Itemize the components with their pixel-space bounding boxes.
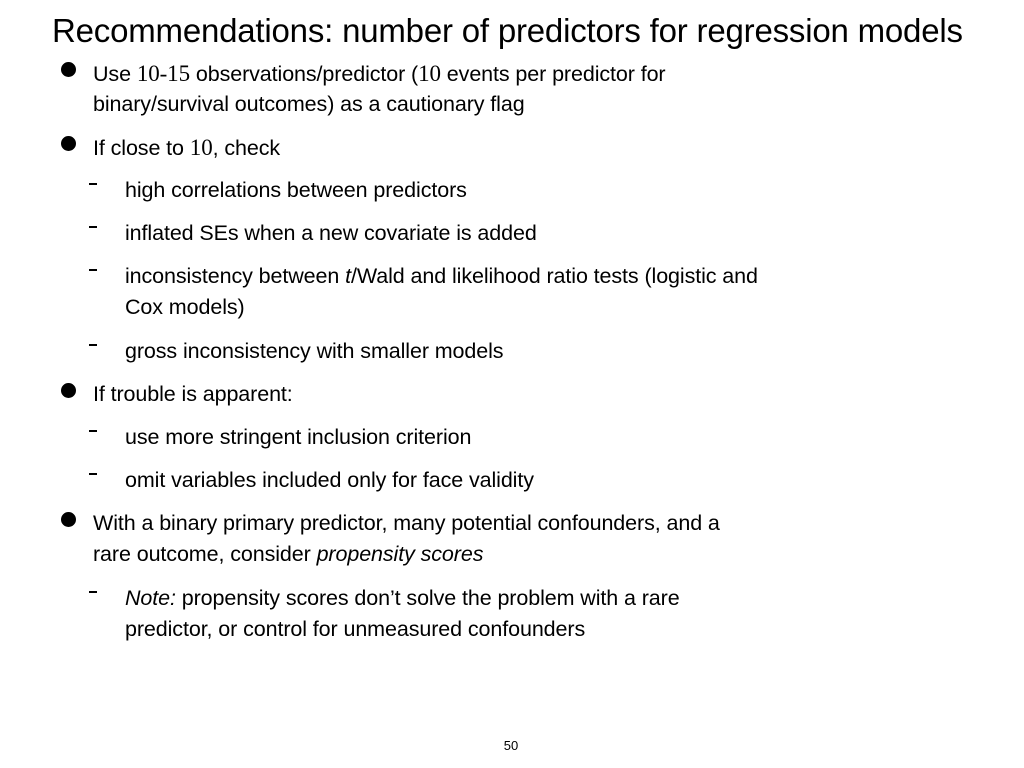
bullet-4-line-1: With a binary primary predictor, many potential confounders, and a [93,511,720,535]
sub-bullet-4-1-italic-note: Note: [125,586,176,610]
sub-bullet-3-1: use more stringent inclusion criterion [125,425,472,449]
sub-bullet-2-4: gross inconsistency with smaller models [125,339,504,363]
sub-bullet-2-3-line-2: Cox models) [125,295,245,319]
sub-bullet-dash [89,473,97,475]
sub-bullet-2-3-line-1 [125,261,758,292]
bullet-1-line-1 [93,58,666,90]
bullet-4-italic-propensity: propensity scores [316,542,484,566]
sub-bullet-dash [89,591,97,593]
sub-bullet-2-3-italic-t: t [345,264,351,288]
page-number: 50 [503,738,519,753]
sub-bullet-4-1-line-2: predictor, or control for unmeasured confounders [125,617,586,641]
sub-bullet-4-1-text: propensity scores don’t solve the problem with a rare [175,586,680,610]
bullet-3-line: If trouble is apparent: [93,382,293,406]
bullet-1-range: 10-15 [136,61,190,86]
sub-bullet-2-1: high correlations between predictors [125,178,467,202]
bullet-2-line [93,132,280,164]
sub-bullet-dash [89,226,97,228]
sub-bullet-dash [89,430,97,432]
sub-bullet-2-2: inflated SEs when a new covariate is added [125,221,537,245]
sub-bullet-dash [89,269,97,271]
bullet-dot-4 [61,512,76,527]
sub-bullet-3-2: omit variables included only for face validity [125,468,534,492]
bullet-1-text-pre: Use [93,62,137,86]
bullet-4-text-pre: rare outcome, consider [93,542,317,566]
bullet-dot-3 [61,383,76,398]
bullet-1-text-post: events per predictor for [440,62,666,86]
sub-bullet-2-3-text-pre: inconsistency between [125,264,346,288]
bullet-1-text-mid: observations/predictor ( [189,62,419,86]
bullet-dot-1 [61,62,76,77]
sub-bullet-2-3-text-post: /Wald and likelihood ratio tests (logistic and [350,264,758,288]
bullet-2-text-post: , check [212,136,281,160]
bullet-1-events-number: 10 [418,61,441,86]
bullet-dot-2 [61,136,76,151]
bullet-2-text-pre: If close to [93,136,190,160]
sub-bullet-dash [89,344,97,346]
bullet-2-number: 10 [189,135,213,160]
slide-title: Recommendations: number of predictors for regression models [52,12,963,49]
sub-bullet-4-1-line-1 [125,583,680,614]
bullet-1-line-2: binary/survival outcomes) as a cautionary flag [93,92,525,116]
sub-bullet-dash [89,183,97,185]
bullet-4-line-2 [93,539,483,570]
